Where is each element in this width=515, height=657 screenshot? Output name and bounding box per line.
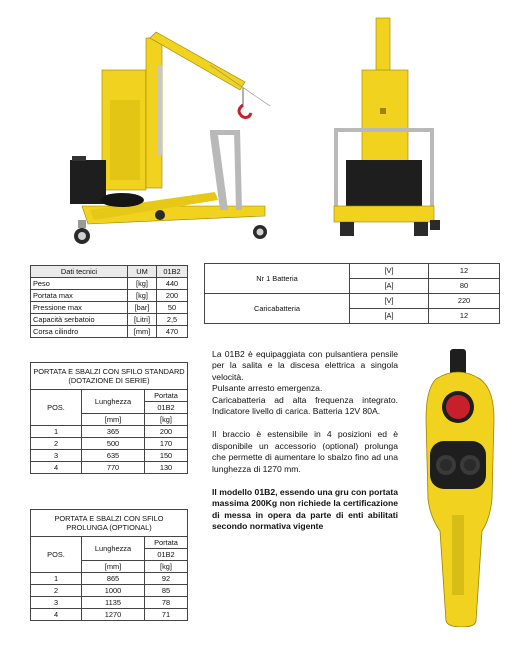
table-row	[31, 597, 188, 609]
cell: 130	[145, 462, 188, 474]
cell: 3	[31, 597, 82, 609]
cell: Peso	[31, 278, 128, 290]
cell: 220	[429, 294, 500, 309]
table-row	[31, 390, 188, 402]
cell: 1	[31, 573, 82, 585]
table-row	[31, 573, 188, 585]
cell: 770	[82, 462, 145, 474]
cell: 1	[31, 426, 82, 438]
cell: Corsa cilindro	[31, 326, 128, 338]
cell: 500	[82, 438, 145, 450]
cell: [A]	[350, 309, 429, 324]
table-title: PORTATA E SBALZI CON SFILO STANDARD (DOTAZIONE DI SERIE)	[31, 363, 188, 390]
table-row	[31, 302, 188, 314]
cell: 4	[31, 609, 82, 621]
table-row	[205, 294, 500, 309]
battery-table	[204, 263, 500, 324]
paragraph-emergency: Pulsante arresto emergenza.	[212, 383, 323, 394]
table-row	[205, 264, 500, 279]
cell: 4	[31, 462, 82, 474]
paragraph-pendant: La 01B2 è equipaggiata con pulsantiera pensile per la salita e la discesa elettrica a singola velocità.	[212, 349, 398, 382]
cell: 440	[157, 278, 188, 290]
cell: 1270	[82, 609, 145, 621]
unit-kg: [kg]	[145, 561, 188, 573]
cell: 1000	[82, 585, 145, 597]
cell: 12	[429, 309, 500, 324]
cell: [kg]	[128, 290, 157, 302]
table-row	[31, 462, 188, 474]
crane-rear-view-photo	[320, 10, 450, 250]
portata-label: Portata	[145, 537, 188, 549]
table-row	[31, 326, 188, 338]
cell: 150	[145, 450, 188, 462]
cell: 71	[145, 609, 188, 621]
table-row	[31, 426, 188, 438]
lunghezza-label: Lunghezza	[82, 390, 145, 414]
cell: [V]	[350, 294, 429, 309]
cell: 2	[31, 585, 82, 597]
cell: Capacità serbatoio	[31, 314, 128, 326]
standard-extension-table	[30, 362, 188, 474]
cell: [V]	[350, 264, 429, 279]
cell: 2	[31, 438, 82, 450]
model-label: 01B2	[145, 402, 188, 414]
table-row	[31, 438, 188, 450]
table-row	[31, 290, 188, 302]
tech-data-table	[30, 265, 188, 338]
cell: 50	[157, 302, 188, 314]
cell: [Litri]	[128, 314, 157, 326]
cell: [kg]	[128, 278, 157, 290]
pos-label: POS.	[31, 390, 82, 426]
cell: 85	[145, 585, 188, 597]
cell: 78	[145, 597, 188, 609]
unit-mm: [mm]	[82, 414, 145, 426]
unit-mm: [mm]	[82, 561, 145, 573]
prolunga-extension-table	[30, 509, 188, 621]
cell: 2,5	[157, 314, 188, 326]
header-cell: UM	[128, 266, 157, 278]
unit-kg: [kg]	[145, 414, 188, 426]
cell: 470	[157, 326, 188, 338]
cell: 635	[82, 450, 145, 462]
cell: 3	[31, 450, 82, 462]
crane-side-view-photo	[60, 10, 290, 250]
cell: Pressione max	[31, 302, 128, 314]
cell: 92	[145, 573, 188, 585]
table-row	[31, 537, 188, 549]
table-title: PORTATA E SBALZI CON SFILO PROLUNGA (OPTIONAL)	[31, 510, 188, 537]
table-row	[31, 585, 188, 597]
table-title-row	[31, 363, 188, 390]
header-cell: Dati tecnici	[31, 266, 128, 278]
cell: 200	[157, 290, 188, 302]
table-row	[31, 450, 188, 462]
portata-label: Portata	[145, 390, 188, 402]
description-text	[212, 349, 398, 533]
cell: Portata max	[31, 290, 128, 302]
cell: 12	[429, 264, 500, 279]
table-title-row	[31, 510, 188, 537]
paragraph-certification: Il modello 01B2, essendo una gru con portata massima 200Kg non richiede la certificazione di messa in opera da parte di enti abilitati secondo normativa vigente	[212, 487, 398, 532]
table-row	[31, 278, 188, 290]
table-row	[31, 314, 188, 326]
lunghezza-label: Lunghezza	[82, 537, 145, 561]
cell: 865	[82, 573, 145, 585]
tech-table-header	[31, 266, 188, 278]
cell: [A]	[350, 279, 429, 294]
cell: 170	[145, 438, 188, 450]
cell: 1135	[82, 597, 145, 609]
pos-label: POS.	[31, 537, 82, 573]
table-row	[31, 609, 188, 621]
cell: [bar]	[128, 302, 157, 314]
pendant-control-photo	[408, 345, 508, 627]
cell: Nr 1 Batteria	[205, 264, 350, 294]
cell: Caricabatteria	[205, 294, 350, 324]
cell: 80	[429, 279, 500, 294]
cell: 200	[145, 426, 188, 438]
paragraph-boom: Il braccio è estensibile in 4 posizioni ed è disponibile un accessorio (optional) prolunga che permette di aumentare lo sbalzo fino ad una lunghezza di 1270 mm.	[212, 429, 398, 474]
cell: [mm]	[128, 326, 157, 338]
paragraph-charger: Caricabatteria ad alta frequenza integrato. Indicatore livello di carica. Batteria 12V 80A.	[212, 394, 398, 417]
header-cell: 01B2	[157, 266, 188, 278]
cell: 365	[82, 426, 145, 438]
model-label: 01B2	[145, 549, 188, 561]
